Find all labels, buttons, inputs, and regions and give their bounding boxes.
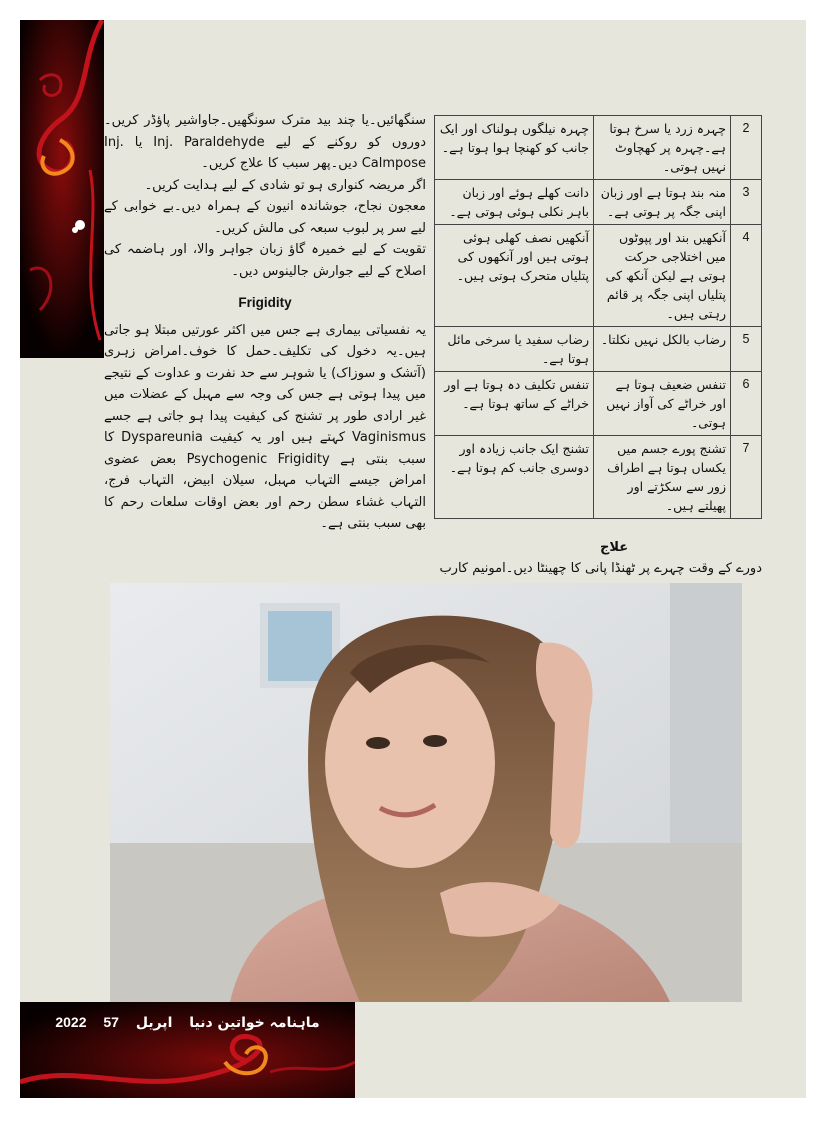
woman-portrait-image <box>110 583 742 1002</box>
paragraph: اگر مریضہ کنواری ہو تو شادی کے لیے ہدایت کریں۔ <box>144 177 426 193</box>
table-row <box>435 372 762 436</box>
corner-ornament-top <box>20 20 104 358</box>
row-number: 4 <box>731 225 762 327</box>
table-cell: تشنج ایک جانب زیادہ اور دوسری جانب کم ہوتا ہے۔ <box>435 436 594 519</box>
paragraph: یہ نفسیاتی بیماری ہے جس میں اکثر عورتیں مبتلا ہو جاتی ہیں۔یہ دخول کی تکلیف۔حمل کا خوف۔امراض زہری (آتشک و سوزاک) یا شوہر سے حد نفرت و عداوت کے نتیجے میں پیدا ہوتی ہے جس کی وجہ سے مہبل کے عضلات میں غیر ارادی طور پر تشنج کی کیفیت پیدا ہو جاتی ہے جسے Vaginismus کہتے ہیں اور یہ کیفیت Dyspareunia کا سبب بنتی ہے Psychogenic Frigidity بعض عضوی امراض جیسے التہاب مہبل، سیلان ابیض، التہاب فرج، التہاب غشاء سطن رحم اور بعض اوقات سلعات رحم کا بھی سبب بنتی ہے۔ <box>104 322 426 531</box>
issue-month: اپریل <box>135 1015 173 1031</box>
row-number: 6 <box>731 372 762 436</box>
row-number: 5 <box>731 327 762 372</box>
treatment-text: دورے کے وقت چہرے پر ٹھنڈا پانی کا چھینٹا دیں۔امونیم کارب <box>439 561 762 576</box>
symptom-comparison-table <box>434 115 762 519</box>
footer-caption <box>20 1014 355 1031</box>
table-cell: منہ بند ہوتا ہے اور زبان اپنی جگہ پر ہوتی ہے۔ <box>594 180 731 225</box>
table-cell: رضاب سفید یا سرخی مائل ہوتا ہے۔ <box>435 327 594 372</box>
table-cell: چہرہ نیلگوں ہولناک اور ایک جانب کو کھنچا ہوا ہوتا ہے۔ <box>435 116 594 180</box>
table-cell: تنفس تکلیف دہ ہوتا ہے اور خراٹے کے ساتھ ہوتا ہے۔ <box>435 372 594 436</box>
treatment-heading: علاج <box>600 540 629 555</box>
table-cell: رضاب بالکل نہیں نکلتا۔ <box>594 327 731 372</box>
table-row <box>435 327 762 372</box>
article-photo <box>110 583 742 1002</box>
paragraph: تقویت کے لیے خمیرہ گاؤ زبان جواہر والا، اور ہاضمہ کی اصلاح کے لیے جوارش جالینوس دیں۔ <box>104 242 426 279</box>
table-row <box>435 116 762 180</box>
table-row <box>435 225 762 327</box>
section-heading: Frigidity <box>238 295 292 310</box>
paragraph: معجون نجاح، جوشاندہ انیون کے ہمراہ دیں۔بے خوابی کے لیے سر پر لبوب سبعہ کی مالش کریں۔ <box>104 199 426 236</box>
table-cell: آنکھیں نصف کھلی ہوئی ہوتی ہیں اور آنکھوں کی پتلیاں متحرک ہوتی ہیں۔ <box>435 225 594 327</box>
table-cell: دانت کھلے ہوئے اور زبان باہر نکلی ہوئی ہوتی ہے۔ <box>435 180 594 225</box>
table-cell: آنکھیں بند اور پپوٹوں میں اختلاجی حرکت ہوتی ہے لیکن آنکھ کی پتلیاں اپنی جگہ پر قائم رہتی ہیں۔ <box>594 225 731 327</box>
article-left-column <box>104 110 426 535</box>
footer-band <box>20 1002 355 1098</box>
row-number: 3 <box>731 180 762 225</box>
table-row <box>435 180 762 225</box>
row-number: 7 <box>731 436 762 519</box>
magazine-name: ماہنامہ خواتین دنیا <box>189 1015 320 1031</box>
row-number: 2 <box>731 116 762 180</box>
table-row <box>435 436 762 519</box>
table-cell: تشنج پورے جسم میں یکساں ہوتا ہے اطراف زور سے سکڑتے اور پھیلتے ہیں۔ <box>594 436 731 519</box>
paragraph: سنگھائیں۔یا چند بید مترک سونگھیں۔جاواشیر پاؤڈر کریں۔دوروں کو روکنے کے لیے Inj. Paraldehyde یا Inj. Calmpose دیں۔پھر سبب کا علاج کریں۔ <box>104 113 427 171</box>
issue-year: 2022 <box>55 1014 87 1030</box>
table-cell: چہرہ زرد یا سرخ ہوتا ہے۔چہرہ پر کھچاوٹ نہیں ہوتی۔ <box>594 116 731 180</box>
swirl-ornament-icon <box>20 20 104 358</box>
table-cell: تنفس ضعیف ہوتا ہے اور خراٹے کی آواز نہیں ہوتی۔ <box>594 372 731 436</box>
page-number: 57 <box>103 1014 119 1030</box>
